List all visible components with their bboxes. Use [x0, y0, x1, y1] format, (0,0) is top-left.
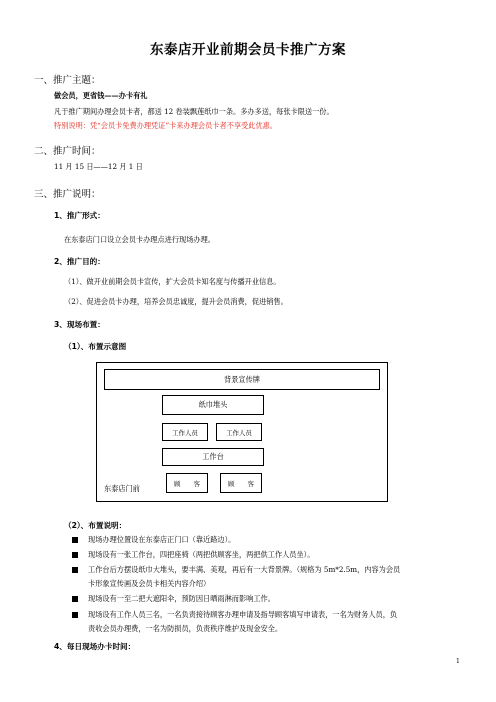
note-item: 现场设有一张工作台，四把座椅（两把供顾客坐，两把供工作人员坐）。 [88, 550, 315, 559]
page-number: 1 [456, 658, 460, 665]
note-item: 现场设有工作人员三名，一名负责接待顾客办理申请及指导顾客填写申请表，一名为财务人员，负 [88, 610, 398, 619]
note-item-continued: 卡形象宣传画及会员卡相关内容介绍） [88, 579, 211, 588]
note-item: 现场设有一至二把大遮阳伞，预防因日晒雨淋而影响工作。 [88, 594, 275, 603]
bullet-icon [72, 596, 78, 602]
section-2-heading: 二、推广时间： [34, 146, 101, 157]
promo-slogan: 做会员，更省钱——办卡有礼 [54, 91, 148, 100]
section-3-heading: 三、推广说明： [34, 189, 101, 200]
notes-heading: （2）、布置说明： [64, 521, 127, 530]
note-item: 工作台后方摆设纸巾大堆头，要丰满、美观，再后有一大背景牌。（规格为 5m*2.5m，内容为会员 [88, 565, 401, 574]
customer-seat-left: 顾 客 [166, 473, 208, 493]
daily-hours-heading: 4、每日现场办卡时间： [54, 642, 136, 651]
promo-purpose-heading: 2、推广目的： [54, 257, 105, 266]
promo-form-heading: 1、推广形式： [54, 211, 105, 220]
staff-seat-right: 工作人员 [216, 423, 262, 441]
promo-period: 11 月 15 日——12 月 1 日 [54, 162, 143, 171]
promo-purpose-2: （2）、促进会员卡办理，培养会员忠诚度，提升会员消费，促进销售。 [64, 297, 288, 306]
promo-purpose-1: （1）、做开业前期会员卡宣传，扩大会员卡知名度与传播开业信息。 [64, 277, 281, 286]
diagram-heading: （1）、布置示意图 [64, 342, 127, 351]
staff-seat-left: 工作人员 [162, 423, 208, 441]
backdrop-sign: 背景宣传牌 [104, 369, 380, 390]
bullet-icon [72, 612, 78, 618]
layout-heading: 3、现场布置： [54, 320, 105, 329]
tissue-display: 纸巾堆头 [162, 395, 264, 415]
note-item-continued: 责收会员办理费，一名为防损员，负责秩序维护及现金安全。 [88, 624, 283, 633]
special-note: 特别说明：凭“会员卡免费办理凭证”卡来办理会员卡者不享受此优惠。 [54, 121, 277, 130]
work-desk: 工作台 [162, 448, 264, 466]
note-item: 现场办理位置设在东泰店正门口（靠近路边）。 [88, 535, 236, 544]
customer-seat-right: 顾 客 [220, 473, 262, 493]
promo-form-text: 在东泰店门口设立会员卡办理点进行现场办理。 [64, 235, 215, 244]
store-front-label: 东泰店门前 [104, 484, 140, 493]
document-title: 东泰店开业前期会员卡推广方案 [150, 42, 346, 58]
bullet-icon [72, 537, 78, 543]
promo-offer-text: 凡于推广期间办理会员卡者，都送 12 卷装飘莲纸巾一条。多办多送，每张卡限送一份。 [54, 107, 334, 116]
bullet-icon [72, 567, 78, 573]
section-1-heading: 一、推广主题： [34, 75, 101, 86]
bullet-icon [72, 552, 78, 558]
